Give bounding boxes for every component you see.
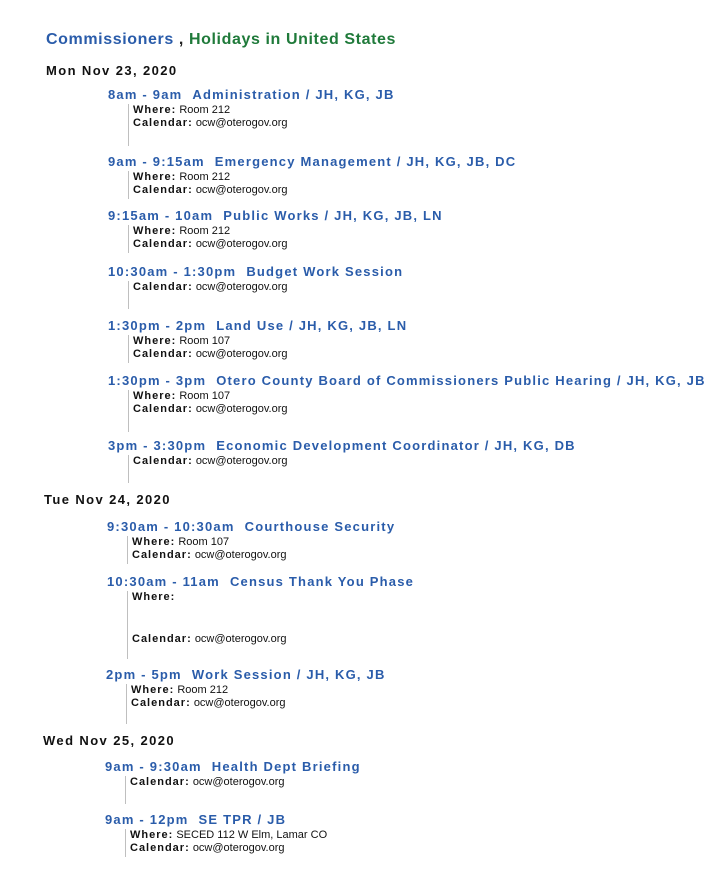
event-heading[interactable] [108,87,395,102]
event-title: Census Thank You Phase [229,574,415,589]
event-title: Economic Development Coordinator / JH, KG, DB [216,438,576,453]
event[interactable] [106,667,386,724]
where-value: Room 107 [179,335,231,347]
where-label: Where: [133,104,177,116]
event[interactable] [108,264,403,309]
event-heading[interactable] [108,154,516,169]
page-title [46,31,396,49]
calendar-value: ocw@oterogov.org [195,403,288,415]
event[interactable] [107,574,414,659]
event-title: Work Session / JH, KG, JB [191,667,386,682]
event-time: 9am - 9:30am [105,759,202,774]
where-value: Room 212 [179,171,231,183]
event[interactable] [108,438,576,483]
calendar-label: Calendar: [130,842,190,854]
event-heading[interactable] [108,438,576,453]
day-heading: Mon Nov 23, 2020 [46,63,178,78]
holiday-calendar-name: Holidays in United States [188,31,397,48]
event-heading[interactable] [106,667,386,682]
calendar-value: ocw@oterogov.org [194,633,287,645]
where-value: Room 212 [177,684,229,696]
event-heading[interactable] [108,373,706,388]
calendar-label: Calendar: [133,455,193,467]
event-title: Emergency Management / JH, KG, JB, DC [214,154,517,169]
event-title: Health Dept Briefing [211,759,361,774]
calendar-name: Commissioners [46,31,174,48]
calendar-value: ocw@oterogov.org [195,281,288,293]
calendar-label: Calendar: [133,281,193,293]
where-label: Where: [131,684,175,696]
calendar-label: Calendar: [133,117,193,129]
event-heading[interactable] [107,574,414,589]
event-time: 10:30am - 1:30pm [108,264,237,279]
event-heading[interactable] [105,812,327,827]
event-time: 9am - 12pm [105,812,189,827]
event[interactable] [108,373,706,432]
calendar-value: ocw@oterogov.org [192,776,285,788]
calendar-value: ocw@oterogov.org [195,184,288,196]
calendar-value: ocw@oterogov.org [195,238,288,250]
event[interactable] [107,519,395,564]
event-heading[interactable] [105,759,361,774]
calendar-label: Calendar: [132,633,192,645]
event-details [127,536,395,564]
event[interactable] [108,154,516,199]
event[interactable] [108,87,395,146]
where-label: Where: [133,225,177,237]
calendar-value: ocw@oterogov.org [195,117,288,129]
calendar-label: Calendar: [133,184,193,196]
where-label: Where: [133,390,177,402]
event[interactable] [105,759,361,804]
where-value: Room 107 [178,536,230,548]
title-separator: , [178,31,184,48]
event-details [125,776,361,804]
day-heading: Tue Nov 24, 2020 [44,492,171,507]
calendar-value: ocw@oterogov.org [194,549,287,561]
where-value: Room 212 [179,225,231,237]
event-time: 1:30pm - 2pm [108,318,207,333]
event-time: 1:30pm - 3pm [108,373,207,388]
calendar-label: Calendar: [131,697,191,709]
where-label: Where: [133,171,177,183]
event-details [128,281,403,309]
where-label: Where: [133,335,177,347]
event-time: 9:15am - 10am [108,208,214,223]
event-time: 10:30am - 11am [107,574,220,589]
event-time: 9:30am - 10:30am [107,519,235,534]
where-label: Where: [130,829,174,841]
event-details [128,455,576,483]
event-title: Administration / JH, KG, JB [192,87,395,102]
event-heading[interactable] [108,208,443,223]
calendar-label: Calendar: [133,403,193,415]
calendar-label: Calendar: [133,348,193,360]
calendar-value: ocw@oterogov.org [192,842,285,854]
event-details [128,390,706,432]
event-details [128,104,395,146]
event-time: 3pm - 3:30pm [108,438,207,453]
event-title: Land Use / JH, KG, JB, LN [216,318,408,333]
day-heading: Wed Nov 25, 2020 [43,733,175,748]
event[interactable] [108,318,407,363]
event-heading[interactable] [107,519,395,534]
event-title: Public Works / JH, KG, JB, LN [223,208,443,223]
calendar-value: ocw@oterogov.org [195,348,288,360]
event[interactable] [108,208,443,253]
event-heading[interactable] [108,264,403,279]
calendar-value: ocw@oterogov.org [193,697,286,709]
event-details [125,829,327,857]
event-time: 9am - 9:15am [108,154,205,169]
event-title: Otero County Board of Commissioners Public Hearing / JH, KG, JB [216,373,706,388]
calendar-label: Calendar: [130,776,190,788]
event-details [128,335,407,363]
event-details [128,225,443,253]
calendar-label: Calendar: [132,549,192,561]
event-time: 8am - 9am [108,87,183,102]
where-label: Where: [132,591,176,603]
where-label: Where: [132,536,176,548]
event[interactable] [105,812,327,857]
where-value: SECED 112 W Elm, Lamar CO [176,829,328,841]
event-heading[interactable] [108,318,407,333]
event-title: Budget Work Session [246,264,404,279]
calendar-value: ocw@oterogov.org [195,455,288,467]
calendar-label: Calendar: [133,238,193,250]
event-details [127,591,414,659]
event-title: SE TPR / JB [198,812,287,827]
where-value: Room 107 [179,390,231,402]
event-time: 2pm - 5pm [106,667,182,682]
event-title: Courthouse Security [244,519,396,534]
where-value: Room 212 [179,104,231,116]
event-details [126,684,386,724]
event-details [128,171,516,199]
